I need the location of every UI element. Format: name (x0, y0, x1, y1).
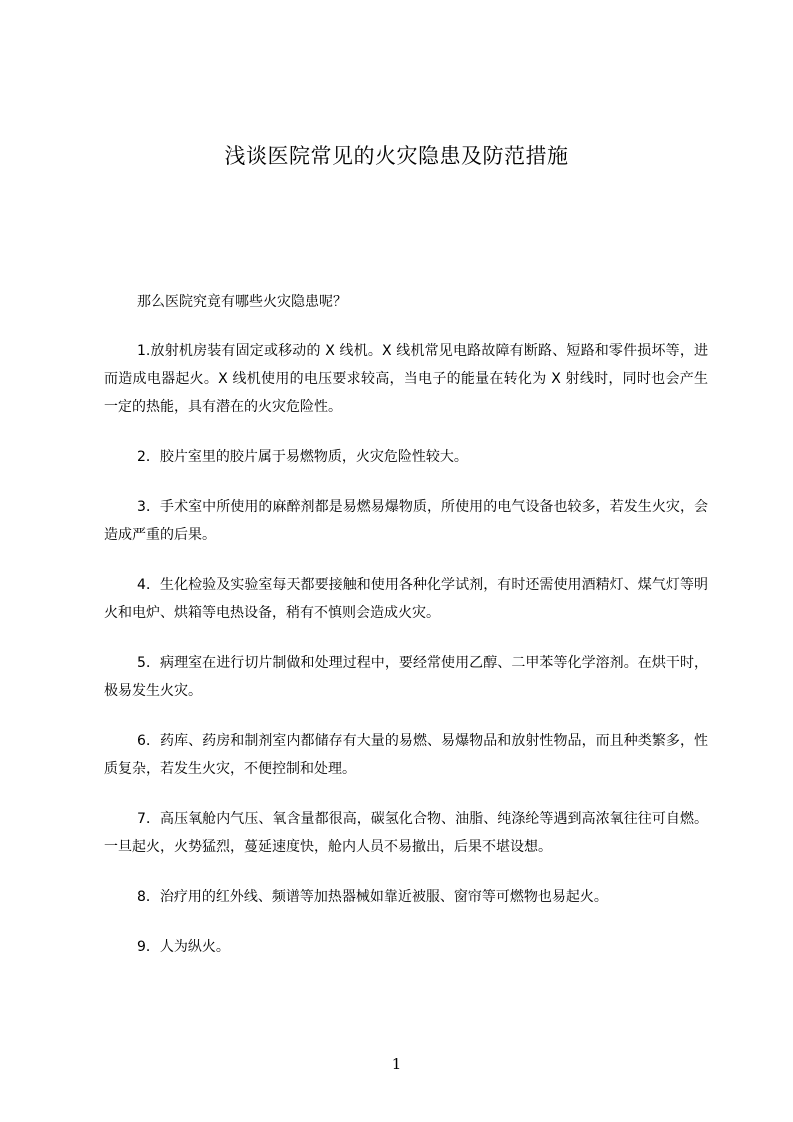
paragraph-6: 6．药库、药房和制剂室内都储存有大量的易燃、易爆物品和放射性物品，而且种类繁多，性质复杂，若发生火灾，不便控制和处理。 (104, 733, 708, 777)
paragraph-2: 2．胶片室里的胶片属于易燃物质，火灾危险性较大。 (137, 449, 468, 465)
paragraph-4: 4．生化检验及实验室每天都要接触和使用各种化学试剂，有时还需使用酒精灯、煤气灯等明火和电炉、烘箱等电热设备，稍有不慎则会造成火灾。 (104, 577, 708, 621)
paragraph-3: 3．手术室中所使用的麻醉剂都是易燃易爆物质，所使用的电气设备也较多，若发生火灾，会造成严重的后果。 (104, 499, 708, 543)
paragraph-1: 1.放射机房装有固定或移动的 X 线机。X 线机常见电路故障有断路、短路和零件损坏等，进而造成电器起火。X 线机使用的电压要求较高，当电子的能量在转化为 X 射线时，同时也会产生一定的热能，具有潜在的火灾危险性。 (104, 343, 708, 415)
paragraph-8: 8．治疗用的红外线、频谱等加热器械如靠近被服、窗帘等可燃物也易起火。 (137, 889, 608, 905)
document-body (104, 288, 708, 983)
paragraph-9: 9．人为纵火。 (137, 939, 230, 955)
paragraph-5: 5．病理室在进行切片制做和处理过程中，要经常使用乙醇、二甲苯等化学溶剂。在烘干时，极易发生火灾。 (104, 655, 708, 699)
intro-paragraph: 那么医院究竟有哪些火灾隐患呢？ (137, 294, 347, 310)
document-title: 浅谈医院常见的火灾隐患及防范措施 (224, 144, 569, 168)
paragraph-7: 7．高压氧舱内气压、氧含量都很高，碳氢化合物、油脂、纯涤纶等遇到高浓氧往往可自燃。一旦起火，火势猛烈，蔓延速度快，舱内人员不易撤出，后果不堪设想。 (104, 811, 708, 855)
page-number: 1 (391, 1055, 402, 1073)
